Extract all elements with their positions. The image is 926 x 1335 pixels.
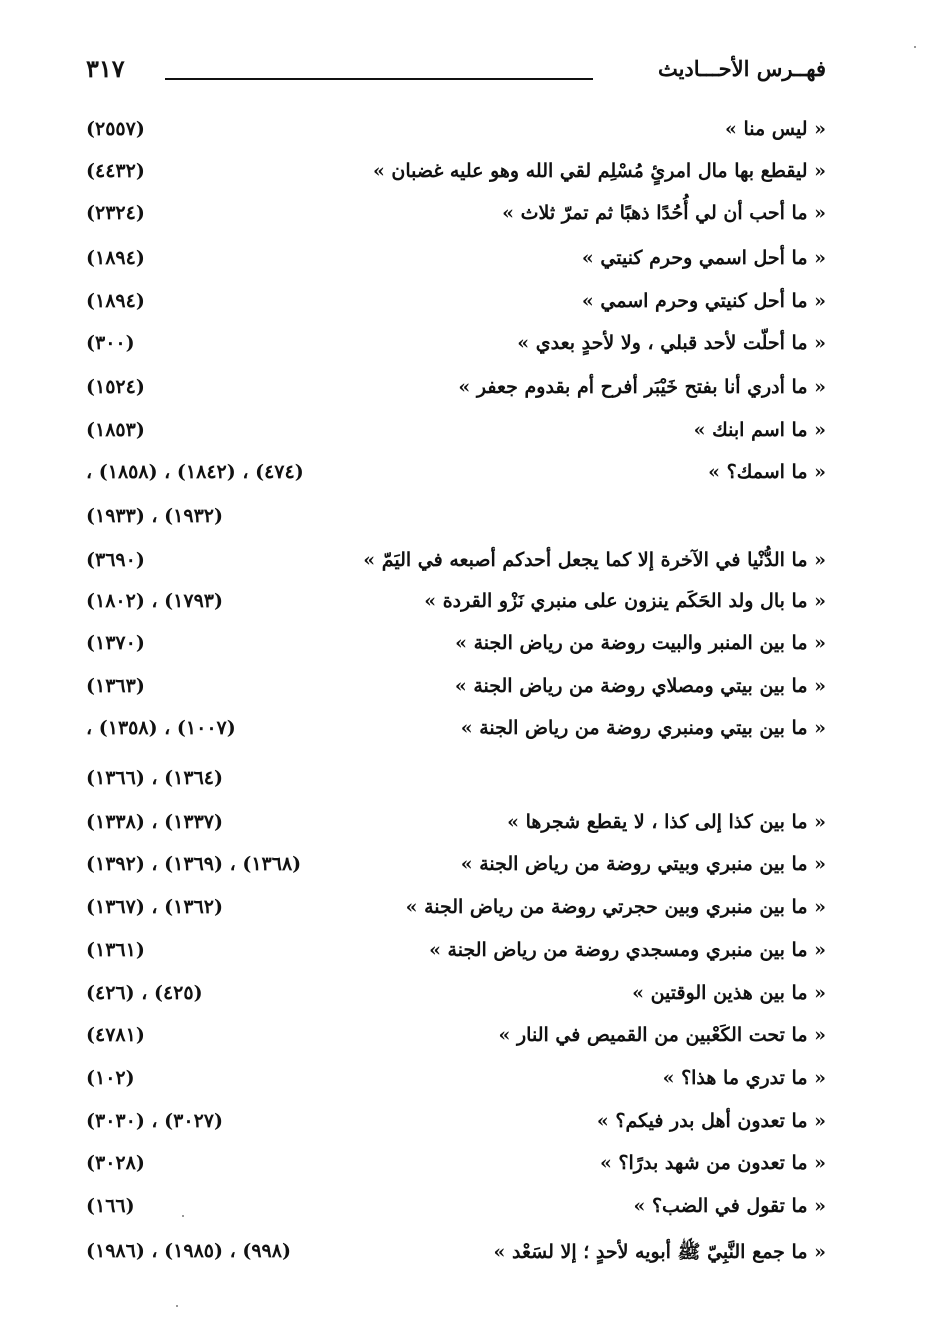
hadith-text: « ما تدري ما هذا؟ » xyxy=(662,1067,826,1089)
scan-speck xyxy=(914,46,916,48)
hadith-refs: (٤٤٣٢) xyxy=(86,160,145,182)
hadith-refs: (١٣٧٠) xyxy=(86,632,145,654)
hadith-text: « ما تحت الكَعْبين من القميص في النار » xyxy=(498,1024,826,1046)
index-entry-continuation xyxy=(0,767,926,803)
index-entry xyxy=(0,811,926,847)
hadith-text: « ما أحلّت لأحد قبلي ، ولا لأحدٍ بعدي » xyxy=(517,332,826,354)
index-entry xyxy=(0,376,926,412)
index-entry xyxy=(0,332,926,368)
hadith-refs: (٣٠٠) xyxy=(86,332,135,354)
index-entry xyxy=(0,247,926,283)
running-title: فهــرس الأحـــاديث xyxy=(657,56,826,81)
hadith-text: « ما أحل اسمي وحرم كنيتي » xyxy=(581,247,826,269)
index-entry xyxy=(0,1195,926,1231)
index-entry xyxy=(0,675,926,711)
hadith-refs: (١٣٦٨) ، (١٣٦٩) ، (١٣٩٢) xyxy=(86,853,302,875)
hadith-refs: (١٦٦) xyxy=(86,1195,135,1217)
hadith-text: « ما بين بيتي ومنبري روضة من رياض الجنة » xyxy=(460,717,826,739)
hadith-text: « ما أحب أن لي أُحُدًا ذهبًا ثم تمرّ ثلاث » xyxy=(502,202,826,224)
hadith-text: « ما بين منبري وبيتي روضة من رياض الجنة » xyxy=(460,853,826,875)
hadith-text: « ما بين المنبر والبيت روضة من رياض الجنة » xyxy=(455,632,826,654)
hadith-refs: (٢٣٢٤) xyxy=(86,202,145,224)
hadith-text: « ما أدري أنا بفتح خَيْبَر أفرح أم بقدوم جعفر » xyxy=(458,376,826,398)
hadith-refs: (٤٧٨١) xyxy=(86,1024,145,1046)
hadith-refs: (٣٠٢٨) xyxy=(86,1152,145,1174)
index-entry xyxy=(0,939,926,975)
hadith-text: « ما بين منبري ومسجدي روضة من رياض الجنة » xyxy=(429,939,826,961)
index-entry xyxy=(0,290,926,326)
index-entry xyxy=(0,1110,926,1146)
index-entry xyxy=(0,632,926,668)
hadith-refs: (١٠٠٧) ، (١٣٥٨) ، xyxy=(86,717,236,739)
index-entry xyxy=(0,202,926,238)
hadith-text: « ما بين منبري وبين حجرتي روضة من رياض الجنة » xyxy=(405,896,826,918)
hadith-text: « ليس منا » xyxy=(724,118,826,140)
index-entry xyxy=(0,853,926,889)
hadith-text: « ما تعدون أهل بدر فيكم؟ » xyxy=(596,1110,826,1132)
hadith-refs: (١٩٣٢) ، (١٩٣٣) xyxy=(86,505,223,527)
index-entry xyxy=(0,1067,926,1103)
hadith-refs: (١٣٦٢) ، (١٣٦٧) xyxy=(86,896,223,918)
hadith-text: « ما بال ولد الحَكَم ينزون على منبري نَزْو القردة » xyxy=(424,590,826,612)
hadith-refs: (٤٢٥) ، (٤٢٦) xyxy=(86,982,203,1004)
hadith-text: « ما بين بيتي ومصلاي روضة من رياض الجنة » xyxy=(454,675,826,697)
index-entry xyxy=(0,1024,926,1060)
hadith-text: « ليقطع بها مال امرئٍ مُسْلِم لقي الله وهو عليه غضبان » xyxy=(372,160,826,182)
hadith-text: « ما بين هذين الوقتين » xyxy=(632,982,826,1004)
hadith-text: « ما تقول في الضب؟ » xyxy=(633,1195,826,1217)
hadith-refs: (١٠٢) xyxy=(86,1067,135,1089)
hadith-refs: (٣٠٢٧) ، (٣٠٣٠) xyxy=(86,1110,223,1132)
hadith-refs: (١٥٢٤) xyxy=(86,376,145,398)
hadith-text: « ما جمع النَّبِيّ ﷺ أبويه لأحدٍ ؛ إلا لسَعْد » xyxy=(493,1241,826,1263)
index-entry xyxy=(0,160,926,196)
hadith-text: « ما اسمك؟ » xyxy=(708,461,826,483)
index-entry xyxy=(0,461,926,497)
hadith-refs: (١٨٩٤) xyxy=(86,247,145,269)
scan-speck xyxy=(182,1215,184,1217)
index-entry xyxy=(0,549,926,585)
index-entry xyxy=(0,717,926,753)
hadith-refs: (١٨٩٤) xyxy=(86,290,145,312)
page-header xyxy=(0,52,926,92)
hadith-refs: (٢٥٥٧) xyxy=(86,118,145,140)
hadith-refs: (١٣٦١) xyxy=(86,939,145,961)
hadith-refs: (١٣٣٧) ، (١٣٣٨) xyxy=(86,811,223,833)
index-entry xyxy=(0,419,926,455)
index-entry xyxy=(0,590,926,626)
hadith-refs: (١٨٥٣) xyxy=(86,419,145,441)
hadith-refs: (٩٩٨) ، (١٩٨٥) ، (١٩٨٦) xyxy=(86,1240,291,1262)
hadith-text: « ما أحل كنيتي وحرم اسمي » xyxy=(581,290,826,312)
scan-speck xyxy=(176,1305,178,1307)
header-rule xyxy=(165,78,593,80)
hadith-refs: (١٣٦٤) ، (١٣٦٦) xyxy=(86,767,223,789)
hadith-text: « ما الدُّنْيا في الآخرة إلا كما يجعل أحدكم أصبعه في اليَمّ » xyxy=(363,549,826,571)
hadith-text: « ما بين كذا إلى كذا ، لا يقطع شجرها » xyxy=(507,811,826,833)
hadith-text: « ما اسم ابنك » xyxy=(693,419,826,441)
hadith-refs: (٣٦٩٠) xyxy=(86,549,145,571)
index-entry xyxy=(0,982,926,1018)
index-entry xyxy=(0,1152,926,1188)
index-entry xyxy=(0,896,926,932)
index-entry xyxy=(0,1240,926,1276)
page-number: ٣١٧ xyxy=(86,54,125,83)
index-entry xyxy=(0,118,926,154)
hadith-refs: (١٧٩٣) ، (١٨٠٢) xyxy=(86,590,223,612)
hadith-refs: (٤٧٤) ، (١٨٤٢) ، (١٨٥٨) ، xyxy=(86,461,304,483)
hadith-text: « ما تعدون من شهد بدرًا؟ » xyxy=(599,1152,826,1174)
hadith-refs: (١٣٦٣) xyxy=(86,675,145,697)
index-entry-continuation xyxy=(0,505,926,541)
